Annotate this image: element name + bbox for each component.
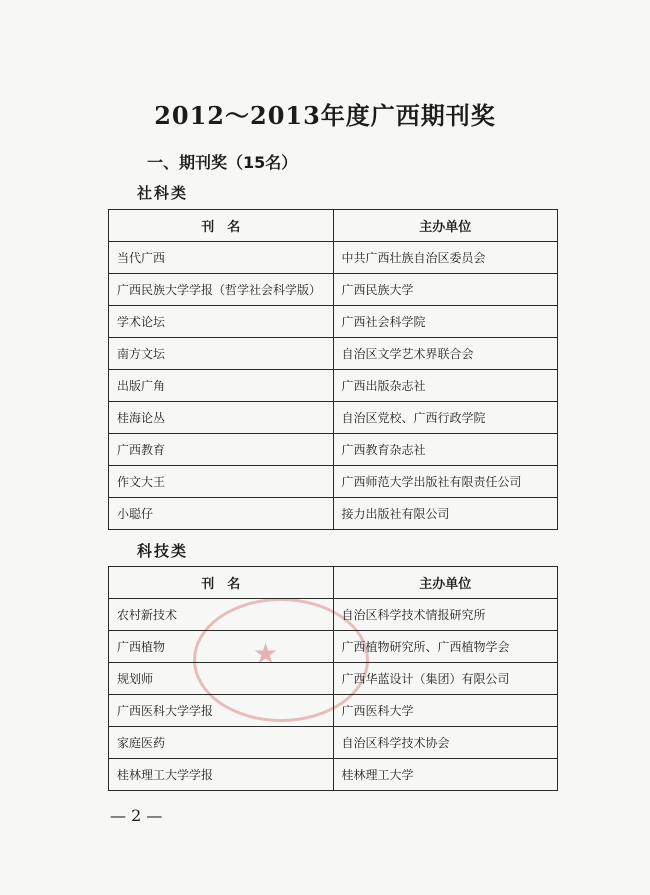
journal-name: 广西植物 bbox=[109, 631, 334, 663]
table-row bbox=[109, 274, 558, 306]
journal-name: 出版广角 bbox=[109, 370, 334, 402]
table-row bbox=[109, 498, 558, 530]
section-heading: 一、期刊奖（15名） bbox=[147, 153, 298, 172]
table-row bbox=[109, 466, 558, 498]
table-header-row bbox=[109, 567, 558, 599]
table-row bbox=[109, 695, 558, 727]
table-header-row bbox=[109, 210, 558, 242]
category-label-science-tech: 科技类 bbox=[137, 542, 189, 560]
journal-name: 家庭医药 bbox=[109, 727, 334, 759]
sponsor-name: 广西医科大学 bbox=[333, 695, 558, 727]
table-row bbox=[109, 242, 558, 274]
journal-name: 小聪仔 bbox=[109, 498, 334, 530]
sponsor-name: 广西出版杂志社 bbox=[333, 370, 558, 402]
document-title: 2012～2013年度广西期刊奖 bbox=[154, 101, 496, 130]
column-header-sponsor: 主办单位 bbox=[333, 567, 558, 599]
column-header-name: 刊 名 bbox=[109, 567, 334, 599]
journal-name: 农村新技术 bbox=[109, 599, 334, 631]
journal-name: 广西民族大学学报（哲学社会科学版） bbox=[109, 274, 334, 306]
table-row bbox=[109, 338, 558, 370]
journal-name: 南方文坛 bbox=[109, 338, 334, 370]
sponsor-name: 广西师范大学出版社有限责任公司 bbox=[333, 466, 558, 498]
journal-name: 桂林理工大学学报 bbox=[109, 759, 334, 791]
sponsor-name: 广西植物研究所、广西植物学会 bbox=[333, 631, 558, 663]
social-science-table bbox=[108, 209, 558, 530]
sponsor-name: 广西民族大学 bbox=[333, 274, 558, 306]
sponsor-name: 自治区党校、广西行政学院 bbox=[333, 402, 558, 434]
sponsor-name: 广西社会科学院 bbox=[333, 306, 558, 338]
sponsor-name: 桂林理工大学 bbox=[333, 759, 558, 791]
category-label-social-science: 社科类 bbox=[137, 184, 189, 202]
science-tech-table bbox=[108, 566, 558, 791]
sponsor-name: 自治区文学艺术界联合会 bbox=[333, 338, 558, 370]
sponsor-name: 自治区科学技术协会 bbox=[333, 727, 558, 759]
seal-star-icon: ★ bbox=[253, 637, 279, 670]
table-row bbox=[109, 663, 558, 695]
journal-name: 学术论坛 bbox=[109, 306, 334, 338]
journal-name: 广西教育 bbox=[109, 434, 334, 466]
table-row bbox=[109, 402, 558, 434]
sponsor-name: 接力出版社有限公司 bbox=[333, 498, 558, 530]
table-row bbox=[109, 370, 558, 402]
table-row bbox=[109, 599, 558, 631]
page-number: — 2 — bbox=[110, 806, 163, 825]
journal-name: 作文大王 bbox=[109, 466, 334, 498]
sponsor-name: 中共广西壮族自治区委员会 bbox=[333, 242, 558, 274]
journal-name: 广西医科大学学报 bbox=[109, 695, 334, 727]
journal-name: 桂海论丛 bbox=[109, 402, 334, 434]
sponsor-name: 自治区科学技术情报研究所 bbox=[333, 599, 558, 631]
sponsor-name: 广西华蓝设计（集团）有限公司 bbox=[333, 663, 558, 695]
table-row bbox=[109, 306, 558, 338]
table-row bbox=[109, 759, 558, 791]
column-header-name: 刊 名 bbox=[109, 210, 334, 242]
sponsor-name: 广西教育杂志社 bbox=[333, 434, 558, 466]
table-row bbox=[109, 727, 558, 759]
table-row bbox=[109, 434, 558, 466]
table-row bbox=[109, 631, 558, 663]
journal-name: 规划师 bbox=[109, 663, 334, 695]
column-header-sponsor: 主办单位 bbox=[333, 210, 558, 242]
journal-name: 当代广西 bbox=[109, 242, 334, 274]
